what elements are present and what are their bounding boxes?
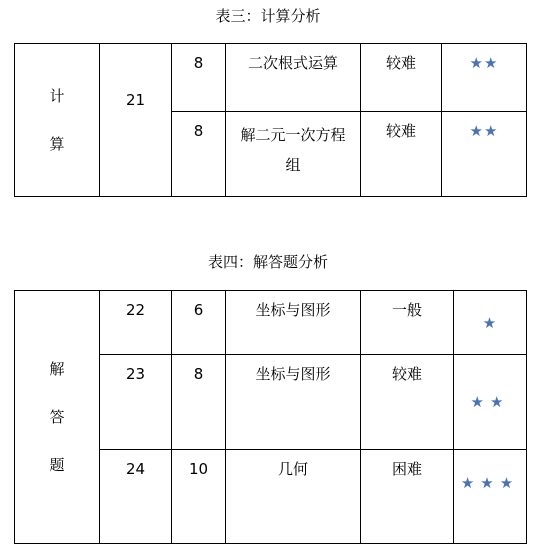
star-icon: ★★ <box>469 122 499 140</box>
table3-row1-stars <box>442 44 527 112</box>
table4-row1-topic: 坐标与图形 <box>226 291 361 355</box>
star-icon: ★ <box>482 313 498 332</box>
star-icon: ★★★ <box>460 474 520 492</box>
table4-row2-number: 23 <box>100 355 172 450</box>
table4-row2-score: 8 <box>172 355 226 450</box>
table3-category-char: 计 <box>49 87 65 105</box>
table4-category-char: 解 <box>49 360 65 378</box>
table4-caption: 表四：解答题分析 <box>207 253 328 271</box>
table4-category-char: 题 <box>49 456 65 474</box>
table4-row3-number: 24 <box>100 450 172 544</box>
table3-row1-score: 8 <box>172 44 226 112</box>
table3-row2-topic <box>226 112 361 197</box>
star-icon: ★★ <box>469 54 499 72</box>
table4-answer-analysis <box>14 290 527 544</box>
table4-row2-topic: 坐标与图形 <box>226 355 361 450</box>
table3-category-cell <box>15 44 100 197</box>
table3-caption: 表三：计算分析 <box>215 7 321 25</box>
table3-calculation-analysis <box>14 43 527 197</box>
table4-row3-difficulty: 困难 <box>361 450 454 544</box>
table4-row1-stars <box>454 291 527 355</box>
table4-row1-number: 22 <box>100 291 172 355</box>
table4-row1-difficulty: 一般 <box>361 291 454 355</box>
table4-row2-difficulty: 较难 <box>361 355 454 450</box>
table3-row2-difficulty: 较难 <box>361 112 442 197</box>
star-icon: ★★ <box>470 393 510 411</box>
table4-row3-stars <box>454 450 527 544</box>
table4-row1-score: 6 <box>172 291 226 355</box>
table3-row2-score: 8 <box>172 112 226 197</box>
table4-row3-score: 10 <box>172 450 226 544</box>
table4-category-cell <box>15 291 100 544</box>
table3-category-char: 算 <box>49 135 65 153</box>
table3-row2-topic-line2: 组 <box>285 156 301 174</box>
table4-row2-stars <box>454 355 527 450</box>
table4-category-char: 答 <box>49 408 65 426</box>
table3-row2-topic-line1: 解二元一次方程 <box>240 126 346 144</box>
table3-row1-difficulty: 较难 <box>361 44 442 112</box>
table3-row2-stars <box>442 112 527 197</box>
table3-total-score: 21 <box>100 44 172 197</box>
table4-row3-topic: 几何 <box>226 450 361 544</box>
table3-row1-topic: 二次根式运算 <box>226 44 361 112</box>
